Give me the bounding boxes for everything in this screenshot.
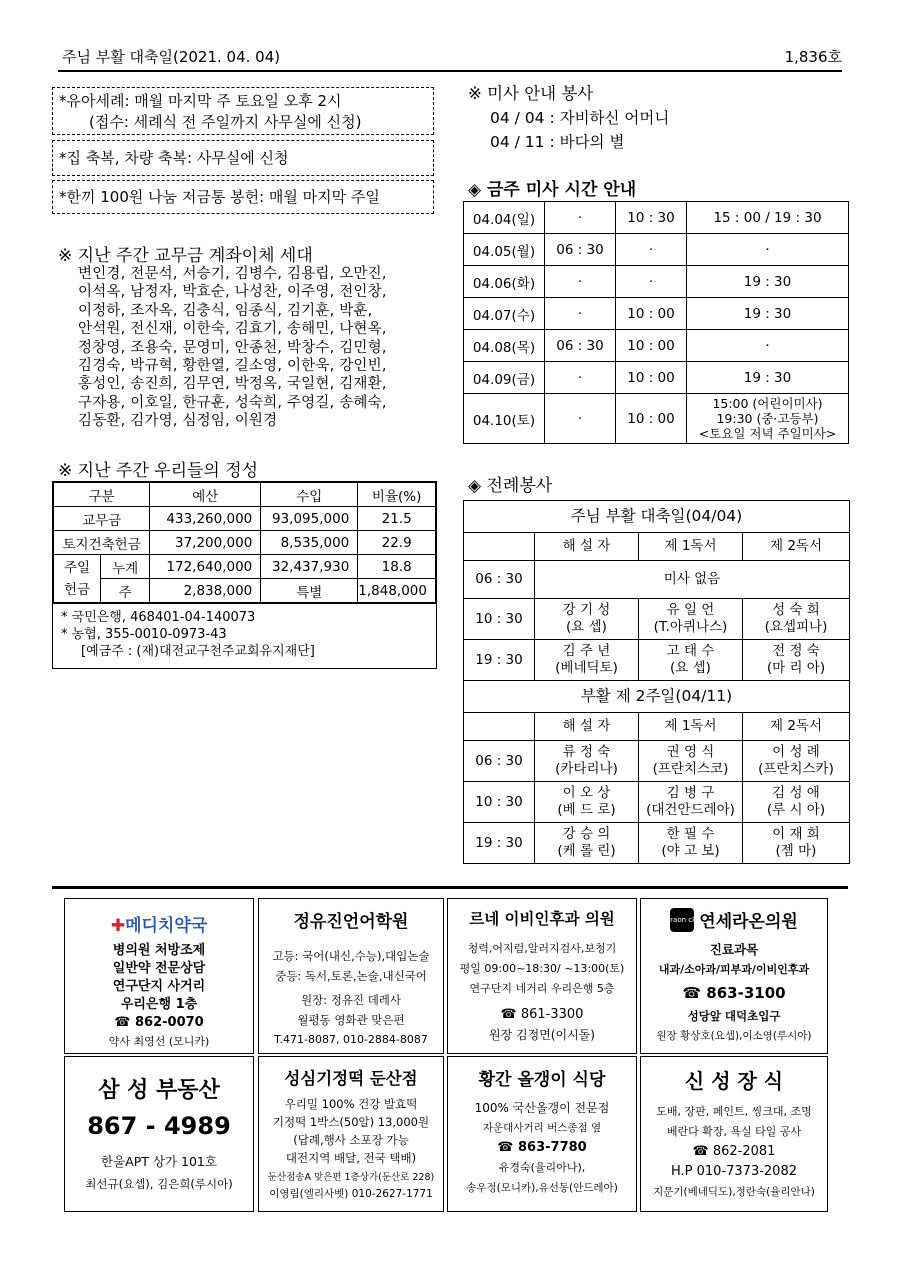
row-label: 주	[101, 579, 150, 603]
donor-line: 정창영, 조용숙, 문영미, 안종천, 박창수, 김민형,	[78, 339, 387, 356]
ad-owner: 지문기(베네딕도),정란숙(율리안나)	[653, 1186, 815, 1198]
ad-phone: ☎ 862-0070	[114, 1015, 204, 1030]
ad-owner: 최선규(요셉), 김은희(루시아)	[85, 1177, 233, 1191]
baptismal-name: (젬 마)	[775, 843, 817, 859]
col-header: 제 1독서	[639, 533, 743, 561]
pharmacy-name: 메디치약국	[125, 916, 208, 936]
col-header: 구분	[54, 483, 150, 507]
time-cell: ·	[545, 266, 616, 298]
time-cell: 10 : 00	[616, 298, 687, 330]
person-name: 한 필 수	[666, 826, 715, 842]
ad-phone: ☎ 863-3100	[682, 984, 786, 1002]
ad-owner: 약사 최영선 (모니카)	[108, 1035, 210, 1048]
person-name: 강 승 의	[562, 826, 611, 842]
ad-interior	[640, 1056, 828, 1212]
bulletin-title: 주님 부활 대축일(2021. 04. 04)	[62, 48, 281, 66]
notice-line: *한끼 100원 나눔 저금통 봉헌: 매월 마지막 주일	[59, 188, 380, 206]
income-cell: 32,437,930	[261, 555, 358, 579]
ad-title: 황간 올갱이 식당	[478, 1070, 606, 1090]
day-cell: 04.05(월)	[464, 234, 545, 266]
income-cell: 8,535,000	[261, 531, 358, 555]
donor-line: 변인경, 전문석, 서승기, 김병수, 김용립, 오만진,	[78, 266, 387, 282]
row-label: 교무금	[54, 507, 150, 531]
header-divider	[58, 70, 842, 72]
ratio-cell: 18.8	[358, 555, 436, 579]
person-name: 김 성 애	[772, 785, 820, 801]
ad-line: 베란다 확장, 욕실 타일 공사	[666, 1125, 802, 1138]
donors-title: ※ 지난 주간 교무금 계좌이체 세대	[58, 246, 313, 266]
day-cell: 04.06(화)	[464, 266, 545, 298]
ad-line: (답례,행사 소포장 가능	[293, 1133, 409, 1147]
ad-line: 100% 국산올갱이 전문점	[474, 1101, 610, 1115]
ad-owner: 유경숙(율리아나),	[498, 1161, 586, 1174]
notice-line: (접수: 세례식 전 주일까지 사무실에 신청)	[89, 113, 362, 131]
commentator-cell	[535, 599, 639, 640]
baptismal-name: (프란치스코)	[652, 761, 729, 777]
finance-box	[52, 481, 437, 669]
ad-line: 원장: 정유진 데레사	[300, 993, 402, 1007]
ad-owner: 원장 황상호(요셉),이소영(루시아)	[656, 1030, 812, 1042]
reader1-cell	[639, 823, 743, 864]
reader1-cell	[639, 782, 743, 823]
time-cell: 19 : 30	[464, 640, 535, 681]
ad-title: 르네 이비인후과 의원	[469, 910, 615, 928]
col-header: 제 2독서	[743, 533, 850, 561]
person-name: 류 정 숙	[562, 744, 611, 760]
ad-line: 연구단지 네거리 우리은행 5층	[469, 982, 615, 995]
baptismal-name: (케 롤 린)	[557, 843, 616, 859]
finance-table	[53, 482, 436, 603]
donor-line: 이정하, 조자옥, 김충식, 임종식, 김기훈, 박훈,	[78, 302, 373, 319]
donor-line: 안석원, 전신재, 이한숙, 김효기, 송해민, 나현옥,	[78, 321, 387, 338]
ad-academy	[258, 898, 444, 1054]
col-header: 해 설 자	[535, 533, 639, 561]
ad-title: 신 성 장 식	[684, 1069, 784, 1093]
commentator-cell	[535, 741, 639, 782]
ad-title: 삼 성 부동산	[98, 1078, 220, 1103]
time-cell: ·	[616, 234, 687, 266]
person-name: 이 재 희	[772, 826, 820, 842]
reader2-cell	[743, 782, 850, 823]
reader1-cell	[639, 640, 743, 681]
col-header: 해 설 자	[535, 713, 639, 741]
ad-line: 둔산점송A 맞은편 1층상가(둔산로 228)	[267, 1172, 435, 1183]
time-cell: 10 : 00	[616, 394, 687, 444]
time-cell: ·	[545, 298, 616, 330]
notice-line: *유아세례: 매월 마지막 주 토요일 오후 2시	[59, 92, 342, 110]
ad-line: 중등: 독서,토론,논술,내신국어	[275, 969, 427, 983]
time-cell: ·	[545, 394, 616, 444]
reader2-cell	[743, 741, 850, 782]
notice-infant-baptism	[52, 87, 434, 135]
baptismal-name: (요 셉)	[566, 619, 607, 635]
mass-service-line: 04 / 11 : 바다의 별	[490, 133, 625, 151]
ad-line: 진료과목	[709, 942, 759, 957]
ad-line: 청력,어지럼,알러지검사,보청기	[467, 942, 617, 955]
time-cell: 19 : 30	[464, 823, 535, 864]
ad-line: 연구단지 사거리	[112, 979, 206, 994]
budget-cell: 37,200,000	[150, 531, 261, 555]
finance-title: ※ 지난 주간 우리들의 정성	[58, 461, 259, 481]
ad-phone: ☎ 861-3300	[500, 1007, 584, 1022]
baptismal-name: (프란치스카)	[758, 761, 834, 777]
ad-ent-clinic	[447, 898, 637, 1054]
person-name: 이 오 상	[562, 785, 611, 801]
ads-divider	[52, 886, 848, 889]
time-cell: 10 : 30	[616, 202, 687, 234]
ad-line: 우리은행 1층	[120, 997, 198, 1012]
mass-schedule-table	[463, 201, 849, 444]
time-cell: 10 : 30	[464, 782, 535, 823]
time-cell: 10 : 00	[616, 330, 687, 362]
commentator-cell	[535, 782, 639, 823]
ratio-cell: 22.9	[358, 531, 436, 555]
person-name: 유 일 언	[666, 602, 715, 618]
schedule-title: ◈ 금주 미사 시간 안내	[468, 180, 637, 200]
mass-service	[468, 82, 669, 154]
ad-title	[641, 907, 827, 932]
col-header: 제 2독서	[743, 713, 850, 741]
baptismal-name: (야 고 보)	[661, 843, 720, 859]
time-cell: ·	[545, 202, 616, 234]
donor-line: 홍성인, 송진희, 김무연, 박정옥, 국일현, 김재환,	[78, 376, 387, 393]
account-holder: [예금주 : (재)대전교구천주교회유지재단]	[81, 644, 315, 659]
time-cell: 10 : 00	[616, 362, 687, 394]
time-cell: ·	[687, 234, 849, 266]
col-header: 비율(%)	[358, 483, 436, 507]
notice-line: *집 축복, 차량 축복: 사무실에 신청	[59, 149, 289, 167]
ad-line: 기정떡 1박스(50알) 13,000원	[272, 1115, 430, 1129]
ad-title	[65, 911, 253, 936]
liturgy-service-table	[463, 500, 850, 864]
time-line: 15:00 (어린이미사)	[712, 396, 823, 411]
ad-line: 대전지역 배달, 전국 택배)	[285, 1151, 417, 1165]
ratio-cell: 21.5	[358, 507, 436, 531]
special-cell: 1,848,000	[358, 579, 436, 603]
col-header: 수입	[261, 483, 358, 507]
baptismal-name: (카타리나)	[555, 761, 618, 777]
account-line: * 농협, 355-0010-0973-43	[61, 627, 227, 642]
time-cell: ·	[545, 362, 616, 394]
ad-line: 월평동 영화관 맞은편	[297, 1013, 405, 1027]
account-notes	[53, 603, 436, 668]
reader1-cell	[639, 741, 743, 782]
time-cell: 19 : 30	[687, 362, 849, 394]
cross-icon: ✚	[110, 916, 126, 936]
person-name: 전 정 숙	[772, 643, 820, 659]
donor-names	[78, 265, 438, 431]
reader2-cell	[743, 599, 850, 640]
donor-line: 구자용, 이호일, 한규훈, 성숙희, 주영길, 송혜숙,	[78, 394, 387, 411]
person-name: 고 태 수	[666, 643, 715, 659]
ad-phone: H.P 010-7373-2082	[670, 1164, 797, 1179]
no-mass-cell: 미사 없음	[535, 561, 850, 599]
notice-blessing	[52, 140, 434, 176]
time-cell: 06 : 30	[464, 741, 535, 782]
baptismal-name: (마 리 아)	[766, 660, 826, 676]
baptismal-name: (베 드 로)	[557, 802, 616, 818]
day-cell: 04.04(일)	[464, 202, 545, 234]
time-cell: ·	[616, 266, 687, 298]
person-name: 성 숙 희	[772, 602, 820, 618]
ad-owner: 이영림(엘리사벳) 010-2627-1771	[269, 1188, 433, 1200]
time-cell: 19 : 30	[687, 266, 849, 298]
ad-ricecake	[258, 1056, 444, 1212]
baptismal-name: (요 셉)	[670, 660, 711, 676]
ad-raon-clinic	[640, 898, 828, 1054]
service-block-title: 부활 제 2주일(04/11)	[464, 681, 850, 713]
row-label: 누계	[101, 555, 150, 579]
commentator-cell	[535, 823, 639, 864]
ad-line: 병의원 처방조제	[112, 943, 206, 958]
empty-cell	[464, 713, 535, 741]
special-label: 특별	[261, 579, 358, 603]
ad-line: 우리밀 100% 건강 발효떡	[284, 1097, 418, 1111]
budget-cell: 172,640,000	[150, 555, 261, 579]
baptismal-name: (대건안드레아)	[646, 802, 735, 818]
notice-piggybank	[52, 180, 434, 214]
col-header: 제 1독서	[639, 713, 743, 741]
donor-line: 김경숙, 박규혁, 황한열, 길소영, 이한욱, 강인빈,	[78, 358, 387, 375]
ad-phone: ☎ 863-7780	[497, 1140, 587, 1155]
day-cell: 04.10(토)	[464, 394, 545, 444]
reader2-cell	[743, 640, 850, 681]
income-cell: 93,095,000	[261, 507, 358, 531]
baptismal-name: (루 시 아)	[766, 802, 826, 818]
ad-line: 한울APT 상가 101호	[101, 1154, 217, 1169]
day-cell: 04.09(금)	[464, 362, 545, 394]
ad-line: 고등: 국어(내신,수능),대입논술	[272, 949, 430, 963]
saturday-times	[687, 394, 849, 444]
time-cell: 15 : 00 / 19 : 30	[687, 202, 849, 234]
ad-line: 자운대사거리 버스종점 옆	[482, 1122, 602, 1134]
col-header: 예산	[150, 483, 261, 507]
label-part: 헌금	[63, 581, 91, 598]
time-cell: 10 : 30	[464, 599, 535, 640]
ad-title: 정유진언어학원	[293, 912, 409, 932]
baptismal-name: (요셉피나)	[764, 619, 828, 635]
person-name: 김 병 구	[666, 785, 715, 801]
clinic-name: 연세라온의원	[699, 912, 798, 932]
ad-line: 평일 09:00~18:30/ ~13:00(토)	[459, 962, 625, 975]
person-name: 강 기 성	[562, 602, 611, 618]
baptismal-name: (T.아퀴나스)	[653, 619, 728, 635]
commentator-cell	[535, 640, 639, 681]
ad-realty	[64, 1056, 254, 1212]
ad-pharmacy	[64, 898, 254, 1054]
ad-owner: 원장 김정면(이시돌)	[489, 1028, 595, 1042]
label-part: 주일	[63, 559, 91, 576]
account-line: * 국민은행, 468401-04-140073	[61, 610, 256, 625]
time-cell: ·	[687, 330, 849, 362]
person-name: 권 영 식	[666, 744, 715, 760]
budget-cell: 433,260,000	[150, 507, 261, 531]
time-cell: 19 : 30	[687, 298, 849, 330]
time-cell: 06 : 30	[464, 561, 535, 599]
day-cell: 04.07(수)	[464, 298, 545, 330]
time-cell: 06 : 30	[545, 234, 616, 266]
ad-line: 일반약 전문상담	[112, 961, 206, 976]
reader1-cell	[639, 599, 743, 640]
mass-service-title: ※ 미사 안내 봉사	[468, 84, 594, 103]
donor-line: 김동환, 김가영, 심정임, 이원경	[78, 413, 278, 430]
ad-owner: 송우정(모니카),유선동(안드레아)	[466, 1182, 618, 1194]
reader2-cell	[743, 823, 850, 864]
ad-restaurant	[447, 1056, 637, 1212]
ad-title: 성심기정떡 둔산점	[284, 1069, 418, 1088]
person-name: 김 주 년	[562, 643, 611, 659]
ad-phone: T.471-8087, 010-2884-8087	[274, 1033, 428, 1046]
empty-cell	[464, 533, 535, 561]
ad-phone: 867 - 4989	[87, 1112, 231, 1140]
service-block-title: 주님 부활 대축일(04/04)	[464, 501, 850, 533]
ad-line: 도배, 장판, 페인트, 씽크대, 조명	[656, 1105, 812, 1118]
day-cell: 04.08(목)	[464, 330, 545, 362]
time-line: <토요일 저녁 주일미사>	[698, 426, 837, 441]
budget-cell: 2,838,000	[150, 579, 261, 603]
time-cell: 06 : 30	[545, 330, 616, 362]
service-title: ◈ 전례봉사	[468, 476, 553, 496]
person-name: 이 성 례	[772, 744, 820, 760]
ad-line: 성당앞 대덕초입구	[687, 1009, 781, 1023]
baptismal-name: (베네딕토)	[555, 660, 618, 676]
ad-line: 내과/소아과/피부과/이비인후과	[658, 963, 810, 976]
raon-logo-icon: raon clinic	[670, 908, 694, 932]
time-line: 19:30 (중·고등부)	[716, 411, 819, 426]
ad-phone: ☎ 862-2081	[692, 1144, 776, 1159]
row-label: 토지건축헌금	[54, 531, 150, 555]
sunday-offering-label	[54, 555, 101, 603]
issue-number: 1,836호	[784, 48, 842, 66]
mass-service-line: 04 / 04 : 자비하신 어머니	[490, 109, 670, 127]
donor-line: 이석옥, 남정자, 박효순, 나성찬, 이주영, 전인창,	[78, 284, 387, 301]
